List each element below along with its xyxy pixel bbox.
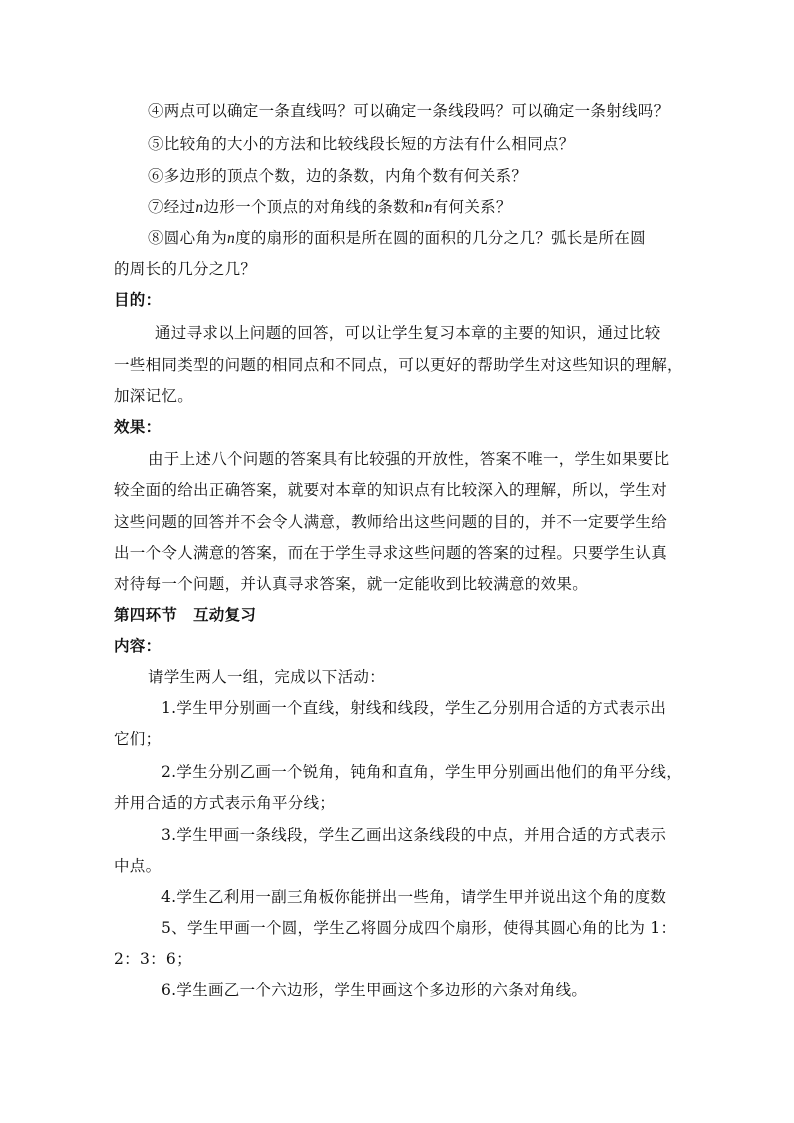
question-7-text-b: 边形一个顶点的对角线的条数和 xyxy=(203,198,425,216)
question-6: ⑥多边形的顶点个数，边的条数，内角个数有何关系？ xyxy=(148,167,528,185)
purpose-line-1: 通过寻求以上问题的回答，可以让学生复习本章的主要的知识，通过比较 xyxy=(155,324,661,342)
purpose-line-3: 加深记忆。 xyxy=(114,387,194,405)
activity-item-2: 2.学生分别乙画一个锐角，钝角和直角，学生甲分别画出他们的角平分线， xyxy=(161,763,682,781)
effect-line-5: 对待每一个问题，并认真寻求答案，就一定能收到比较满意的效果。 xyxy=(114,575,589,593)
question-8-text-b: 度的扇形的面积是所在圆的面积的几分之几？弧长是所在圆 xyxy=(235,229,646,247)
activity-item-2-continuation: 并用合适的方式表示角平分线； xyxy=(114,794,336,812)
section-4-heading: 第四环节 互动复习 xyxy=(114,605,257,624)
purpose-line-2: 一些相同类型的问题的相同点和不同点，可以更好的帮助学生对这些知识的理解， xyxy=(114,356,683,374)
question-7-text-c: 有何关系？ xyxy=(432,198,512,216)
question-7-variable-n: n xyxy=(195,199,204,216)
effect-line-1: 由于上述八个问题的答案具有比较强的开放性，答案不唯一，学生如果要比 xyxy=(148,450,670,468)
activity-item-1: 1.学生甲分别画一个直线，射线和线段，学生乙分别用合适的方式表示出 xyxy=(161,699,667,717)
question-7-variable-n-2: n xyxy=(424,199,433,216)
content-heading: 内容： xyxy=(114,636,162,655)
effect-line-2: 较全面的给出正确答案，就要对本章的知识点有比较深入的理解，所以，学生对 xyxy=(114,481,668,499)
question-8-continuation: 的周长的几分之几？ xyxy=(114,260,257,278)
activity-item-5-continuation: 2：3：6； xyxy=(114,950,192,968)
effect-line-4: 出一个令人满意的答案，而在于学生寻求这些问题的答案的过程。只要学生认真 xyxy=(114,544,668,562)
effect-line-3: 这些问题的回答并不会令人满意，教师给出这些问题的目的，并不一定要学生给 xyxy=(114,513,668,531)
question-8-text-a: ⑧圆心角为 xyxy=(148,229,228,247)
question-8-variable-n: n xyxy=(227,230,236,247)
activity-item-4: 4.学生乙利用一副三角板你能拼出一些角，请学生甲并说出这个角的度数 xyxy=(161,888,667,906)
activity-item-5: 5、学生甲画一个圆，学生乙将圆分成四个扇形，使得其圆心角的比为 1： xyxy=(161,919,677,937)
purpose-heading: 目的： xyxy=(114,290,162,309)
question-4: ④两点可以确定一条直线吗？可以确定一条线段吗？可以确定一条射线吗？ xyxy=(148,102,670,120)
activity-item-1-continuation: 它们； xyxy=(114,730,162,748)
activity-intro: 请学生两人一组，完成以下活动： xyxy=(148,668,386,686)
activity-item-6: 6.学生画乙一个六边形，学生甲画这个多边形的六条对角线。 xyxy=(161,981,588,999)
question-5: ⑤比较角的大小的方法和比较线段长短的方法有什么相同点？ xyxy=(148,135,575,153)
effect-heading: 效果： xyxy=(114,417,162,436)
question-7 xyxy=(148,197,512,218)
activity-item-3: 3.学生甲画一条线段，学生乙画出这条线段的中点，并用合适的方式表示 xyxy=(161,826,667,844)
question-7-text-a: ⑦经过 xyxy=(148,198,196,216)
activity-item-3-continuation: 中点。 xyxy=(114,857,162,875)
question-8 xyxy=(148,228,646,249)
